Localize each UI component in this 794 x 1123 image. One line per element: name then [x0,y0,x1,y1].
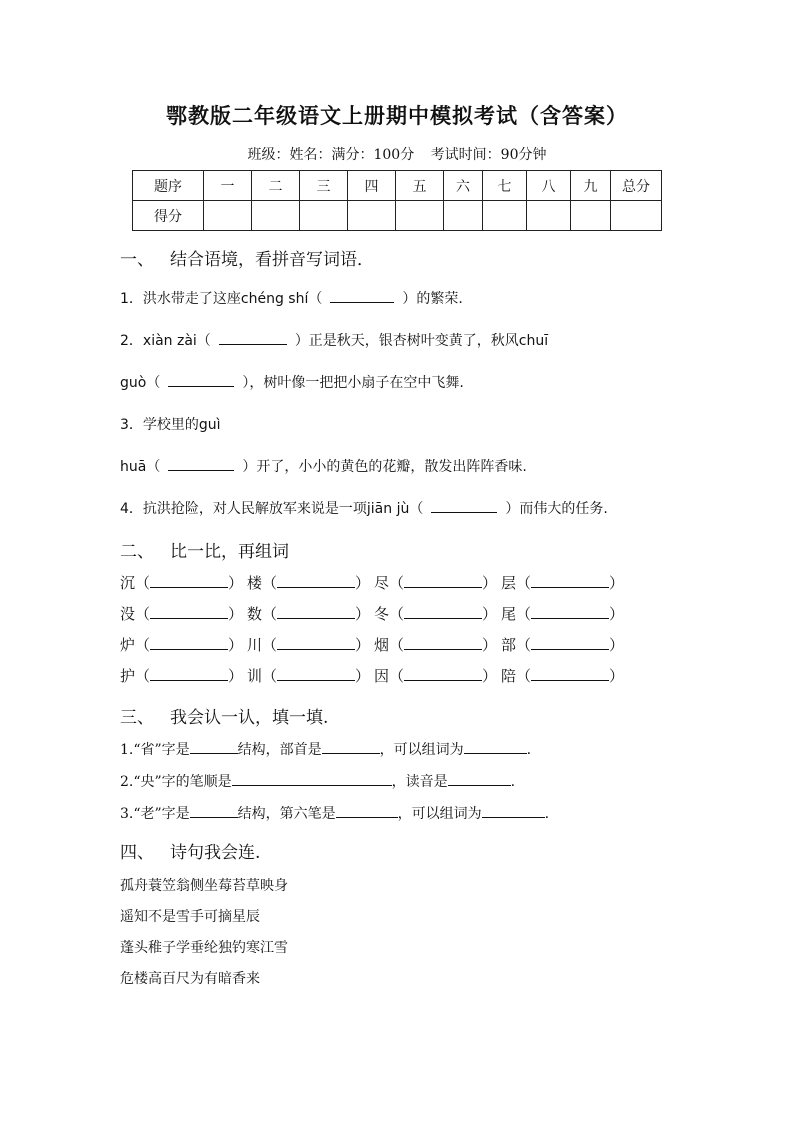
compare-char: 护 [120,667,136,685]
compare-char: 尽 [374,574,390,592]
section-title: 诗句我会连. [170,843,261,863]
compare-row [120,572,628,593]
question-3-cont [120,456,527,476]
paren-open: （ [262,636,278,654]
paren-close: ） [482,605,498,623]
question-text: ）开了，小小的黄色的花瓣，散发出阵阵香味. [242,459,527,475]
paren-close: ） [355,667,371,685]
question-2-cont [120,372,464,392]
answer-blank[interactable] [482,803,545,818]
score-header-cell: 总分 [611,171,662,201]
question-1 [120,288,463,308]
compare-item [120,634,247,655]
fill-text: 结构，第六笔是 [237,806,336,822]
section-title: 结合语境，看拼音写词语． [170,250,374,270]
question-text: 3．学校里的guì [120,417,221,433]
poem-line: 孤舟蓑笠翁侧坐莓苔草映身 [120,878,288,894]
answer-blank[interactable] [431,498,497,513]
section-number: 四、 [120,843,154,863]
paren-close: ） [609,667,625,685]
answer-blank[interactable] [219,330,287,345]
score-header-cell: 六 [444,171,483,201]
poem-line: 蓬头稚子学垂纶独钓寒江雪 [120,940,288,956]
score-cell[interactable] [611,201,662,231]
compare-item [120,572,247,593]
paren-close: ） [482,574,498,592]
section-3-heading [120,703,328,728]
compare-item [247,634,374,655]
score-table-score-row [133,201,662,231]
compare-item [374,572,501,593]
fill-text: 2.“央”字的笔顺是 [120,774,232,790]
compare-item [501,665,628,686]
paren-close: ） [482,636,498,654]
paren-close: ） [355,574,371,592]
section-title: 比一比，再组词 [170,542,289,562]
paren-open: （ [516,636,532,654]
paren-open: （ [135,667,151,685]
answer-blank[interactable] [531,634,609,650]
answer-blank[interactable] [277,603,355,619]
paren-open: （ [262,605,278,623]
fill-text: . [544,806,550,822]
score-header-cell: 一 [204,171,252,201]
poem-line: 危楼高百尺为有暗香来 [120,971,260,987]
answer-blank[interactable] [531,572,609,588]
compare-char: 尾 [501,605,517,623]
answer-blank[interactable] [531,603,609,619]
compare-item [501,603,628,624]
paren-close: ） [228,636,244,654]
paren-open: （ [516,574,532,592]
answer-blank[interactable] [150,603,228,619]
compare-char: 川 [247,636,263,654]
compare-char: 炉 [120,636,136,654]
section-title: 我会认一认，填一填. [170,708,329,728]
section-number: 三、 [120,708,154,728]
score-cell[interactable] [444,201,483,231]
answer-blank[interactable] [277,634,355,650]
compare-item [247,572,374,593]
compare-char: 因 [374,667,390,685]
score-header-cell: 四 [348,171,396,201]
compare-item [120,603,247,624]
score-header-cell: 七 [483,171,527,201]
answer-blank[interactable] [277,665,355,681]
question-text: 4．抗洪抢险，对人民解放军来说是一项jiān jù（ [120,501,424,517]
fill-line-2 [120,771,515,791]
answer-blank[interactable] [190,739,238,754]
fill-text: 3.“老”字是 [120,806,190,822]
question-2 [120,330,548,350]
compare-row [120,634,628,655]
section-1-heading [120,245,374,270]
question-text: ）正是秋天，银杏树叶变黄了，秋风chuī [294,333,549,349]
compare-char: 数 [247,605,263,623]
compare-item [247,603,374,624]
paren-open: （ [262,667,278,685]
compare-char: 冬 [374,605,390,623]
exam-time: 考试时间：90分钟 [430,147,547,163]
compare-item [247,665,374,686]
answer-blank[interactable] [531,665,609,681]
answer-blank[interactable] [404,634,482,650]
question-text: huā（ [120,459,161,475]
compare-char: 楼 [247,574,263,592]
paren-open: （ [389,574,405,592]
question-text: ）而伟大的任务. [505,501,608,517]
score-header-cell: 九 [571,171,611,201]
compare-item [374,634,501,655]
answer-blank[interactable] [464,739,527,754]
answer-blank[interactable] [232,771,392,786]
exam-info [0,144,794,164]
compare-row [120,665,628,686]
paren-close: ） [228,574,244,592]
score-cell[interactable] [252,201,300,231]
compare-row [120,603,628,624]
answer-blank[interactable] [277,572,355,588]
fill-text: ，可以组词为 [379,742,464,758]
paren-close: ） [228,605,244,623]
score-cell[interactable] [527,201,571,231]
paren-open: （ [516,605,532,623]
score-cell[interactable] [396,201,444,231]
question-text: ）的繁荣. [402,291,463,307]
paren-close: ） [355,605,371,623]
answer-blank[interactable] [336,803,398,818]
paren-close: ） [609,605,625,623]
score-cell[interactable] [348,201,396,231]
section-4-heading [120,838,260,863]
score-header-cell: 三 [300,171,348,201]
score-header-cell: 八 [527,171,571,201]
poem-line: 遥知不是雪手可摘星辰 [120,909,260,925]
answer-blank[interactable] [404,665,482,681]
paren-open: （ [389,605,405,623]
paren-open: （ [135,574,151,592]
score-cell[interactable] [204,201,252,231]
question-3 [120,414,221,434]
answer-blank[interactable] [448,771,511,786]
answer-blank[interactable] [190,803,238,818]
fill-text: . [526,742,532,758]
paren-open: （ [389,636,405,654]
question-text: 2．xiàn zài（ [120,333,211,349]
paren-open: （ [516,667,532,685]
section-number: 一、 [120,250,154,270]
fill-line-3 [120,803,549,823]
paren-close: ） [609,574,625,592]
paren-open: （ [135,605,151,623]
score-cell[interactable] [300,201,348,231]
answer-blank[interactable] [150,634,228,650]
fill-text: ，读音是 [391,774,448,790]
fill-text: . [510,774,516,790]
compare-char: 层 [501,574,517,592]
score-table-header-row [133,171,662,201]
paren-close: ） [228,667,244,685]
answer-blank[interactable] [404,572,482,588]
fill-line-1 [120,739,531,759]
compare-char: 陪 [501,667,517,685]
score-cell[interactable] [571,201,611,231]
fill-text: ，可以组词为 [397,806,482,822]
answer-blank[interactable] [150,572,228,588]
page-title: 鄂教版二年级语文上册期中模拟考试（含答案） [166,103,628,128]
question-text: 1．洪水带走了这座chéng shí（ [120,291,323,307]
compare-item [374,665,501,686]
answer-blank[interactable] [322,739,380,754]
answer-blank[interactable] [168,456,234,471]
answer-blank[interactable] [150,665,228,681]
paren-close: ） [609,636,625,654]
class-name-score-info: 班级：姓名：满分：100分 [247,147,415,163]
paren-open: （ [389,667,405,685]
compare-item [501,634,628,655]
answer-blank[interactable] [404,603,482,619]
compare-char: 沉 [120,574,136,592]
score-header-cell: 题序 [133,171,204,201]
compare-item [501,572,628,593]
paren-close: ） [482,667,498,685]
question-4 [120,498,608,518]
score-cell[interactable] [483,201,527,231]
compare-char: 没 [120,605,136,623]
compare-item [374,603,501,624]
fill-text: 1.“省”字是 [120,742,190,758]
compare-char: 训 [247,667,263,685]
paren-close: ） [355,636,371,654]
score-header-cell: 二 [252,171,300,201]
section-number: 二、 [120,542,154,562]
fill-text: 结构，部首是 [237,742,322,758]
section-2-heading [120,537,289,562]
compare-item [120,665,247,686]
answer-blank[interactable] [168,372,234,387]
question-text: guò（ [120,375,161,391]
score-table [132,170,662,231]
paren-open: （ [135,636,151,654]
answer-blank[interactable] [330,288,394,303]
compare-char: 部 [501,636,517,654]
paren-open: （ [262,574,278,592]
score-row-label: 得分 [133,201,204,231]
question-text: ），树叶像一把把小扇子在空中飞舞. [242,375,464,391]
score-header-cell: 五 [396,171,444,201]
compare-char: 烟 [374,636,390,654]
